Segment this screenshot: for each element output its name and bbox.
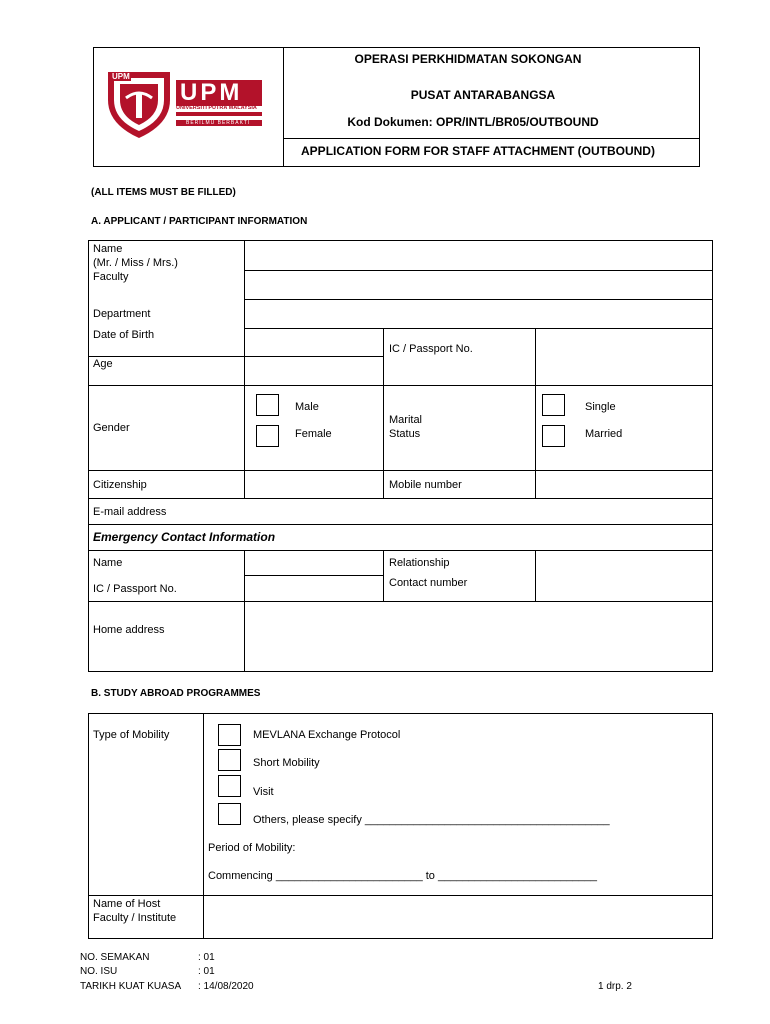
faculty-field[interactable]: [245, 271, 712, 299]
mevlana-label: MEVLANA Exchange Protocol: [253, 729, 401, 741]
emergency-relationship-label: Relationship: [389, 557, 450, 569]
fill-all-note: (ALL ITEMS MUST BE FILLED): [91, 187, 236, 198]
col-line: [383, 328, 384, 498]
commencing-label: Commencing ________________________ to __________________________: [208, 870, 598, 882]
visit-checkbox[interactable]: [218, 775, 241, 797]
home-address-field[interactable]: [245, 602, 712, 671]
revision-label: NO. SEMAKAN: [80, 952, 150, 963]
section-a-title: A. APPLICANT / PARTICIPANT INFORMATION: [91, 216, 308, 227]
host-label-2: Faculty / Institute: [93, 912, 177, 924]
marital-label-1: Marital: [389, 414, 423, 426]
issue-label: NO. ISU: [80, 966, 118, 977]
emergency-ic-label: IC / Passport No.: [93, 583, 177, 595]
citizenship-label: Citizenship: [93, 479, 147, 491]
others-checkbox[interactable]: [218, 803, 241, 825]
revision-value: : 01: [198, 952, 215, 963]
dob-field[interactable]: [245, 329, 383, 356]
visit-label: Visit: [253, 786, 274, 798]
faculty-label: Faculty: [93, 271, 129, 283]
ic-passport-field[interactable]: [536, 329, 712, 385]
period-label: Period of Mobility:: [208, 842, 296, 854]
host-label-1: Name of Host: [93, 898, 161, 910]
ic-passport-label: IC / Passport No.: [389, 343, 473, 355]
married-label: Married: [585, 428, 623, 440]
gender-label: Gender: [93, 422, 130, 434]
section-b-title: B. STUDY ABROAD PROGRAMMES: [91, 688, 261, 699]
department-label: Department: [93, 308, 151, 320]
female-label: Female: [295, 428, 332, 440]
male-checkbox[interactable]: [256, 394, 279, 416]
page-number: 1 drp. 2: [598, 981, 632, 992]
issue-value: : 01: [198, 966, 215, 977]
short-mobility-checkbox[interactable]: [218, 749, 241, 771]
header-line-2: PUSAT ANTARABANGSA: [410, 88, 556, 102]
citizenship-field[interactable]: [245, 471, 383, 498]
single-checkbox[interactable]: [542, 394, 565, 416]
age-label: Age: [93, 358, 113, 370]
name-title-label: (Mr. / Miss / Mrs.): [93, 257, 178, 269]
document-title: APPLICATION FORM FOR STAFF ATTACHMENT (OUTBOUND): [301, 144, 655, 158]
age-field[interactable]: [245, 357, 383, 385]
header-line-3: Kod Dokumen: OPR/INTL/BR05/OUTBOUND: [347, 115, 599, 129]
home-address-label: Home address: [93, 624, 165, 636]
mobile-field[interactable]: [536, 471, 712, 498]
logo-text: UPM: [180, 79, 243, 106]
dob-label: Date of Birth: [93, 329, 155, 341]
emergency-contact-label: Contact number: [389, 577, 468, 589]
marital-label-2: Status: [389, 428, 421, 440]
mevlana-checkbox[interactable]: [218, 724, 241, 746]
emergency-ic-field[interactable]: [245, 576, 383, 601]
logo-mark-small: UPM: [112, 72, 130, 81]
col-line: [383, 550, 384, 601]
row-line: [88, 385, 713, 386]
short-mobility-label: Short Mobility: [253, 757, 320, 769]
header-line-1: OPERASI PERKHIDMATAN SOKONGAN: [354, 52, 582, 66]
logo-subtext: UNIVERSITI PUTRA MALAYSIA: [176, 105, 257, 111]
female-checkbox[interactable]: [256, 425, 279, 447]
name-field[interactable]: [245, 241, 712, 270]
male-label: Male: [295, 401, 319, 413]
emergency-contact-heading: Emergency Contact Information: [93, 530, 276, 544]
logo-motto: BERILMU BERBAKTI: [186, 120, 251, 126]
email-label: E-mail address: [93, 506, 167, 518]
effective-date-label: TARIKH KUAT KUASA: [80, 981, 182, 992]
married-checkbox[interactable]: [542, 425, 565, 447]
emergency-name-label: Name: [93, 557, 123, 569]
effective-date-value: : 14/08/2020: [198, 981, 254, 992]
single-label: Single: [585, 401, 616, 413]
header-title-divider: [283, 138, 700, 139]
row-line: [88, 524, 713, 525]
others-label: Others, please specify ________________________________________: [253, 814, 610, 826]
mobile-label: Mobile number: [389, 479, 462, 491]
department-field[interactable]: [245, 300, 712, 328]
email-field[interactable]: [245, 499, 712, 524]
emergency-name-field[interactable]: [245, 551, 383, 575]
type-of-mobility-label: Type of Mobility: [93, 729, 170, 741]
name-label: Name: [93, 243, 123, 255]
emergency-relationship-field[interactable]: [536, 551, 712, 601]
host-institute-field[interactable]: [204, 896, 712, 938]
upm-logo: [106, 68, 266, 140]
